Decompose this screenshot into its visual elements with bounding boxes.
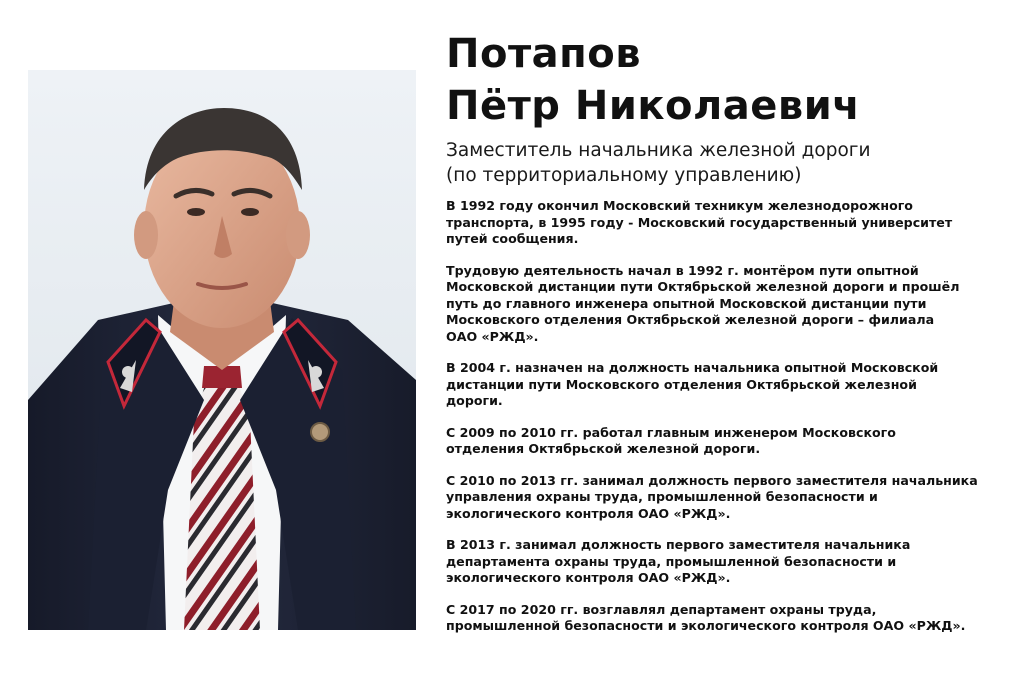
person-surname: Потапов	[446, 31, 642, 77]
bio-line: транспорта, в 1995 году - Московский государственный университет	[446, 214, 953, 230]
bio-line: С 2017 по 2020 гг. возглавлял департамент охраны труда,	[446, 601, 877, 617]
bio-paragraph-2004	[446, 360, 1006, 410]
bio-line: В 2004 г. назначен на должность начальника опытной Московской	[446, 360, 939, 375]
bio-paragraph-education	[446, 198, 1006, 248]
bio-line: ОАО «РЖД».	[446, 328, 539, 344]
bio-paragraph-2017	[446, 602, 1006, 635]
position-line: Заместитель начальника железной дороги	[446, 140, 871, 161]
portrait-photo	[28, 70, 416, 630]
position-line: (по территориальному управлению)	[446, 165, 802, 186]
person-given-names: Пётр Николаевич	[446, 83, 861, 129]
bio-line: дороги.	[446, 393, 503, 408]
bio-line: путей сообщения.	[446, 231, 579, 246]
bio-line: Московского отделения Октябрьской железной дороги – филиала	[446, 312, 935, 327]
bio-paragraph-2009	[446, 425, 1006, 458]
bio-line: Трудовую деятельность начал в 1992 г. монтёром пути опытной	[446, 262, 919, 278]
bio-line: путь до главного инженера опытной Московской дистанции пути	[446, 295, 927, 311]
bio-paragraph-2010	[446, 473, 1006, 523]
bio-paragraph-2013	[446, 537, 1006, 587]
bio-line: С 2010 по 2013 гг. занимал должность первого заместителя начальника	[446, 472, 978, 488]
bio-line: С 2009 по 2010 гг. работал главным инженером Московского	[446, 424, 896, 440]
bio-line: В 2013 г. занимал должность первого заместителя начальника	[446, 537, 911, 552]
bio-line: экологического контроля ОАО «РЖД».	[446, 505, 731, 521]
bio-line: департамента охраны труда, промышленной безопасности и	[446, 553, 897, 569]
person-name	[446, 28, 1006, 132]
bio-line: отделения Октябрьской железной дороги.	[446, 441, 761, 456]
bio-line: экологического контроля ОАО «РЖД».	[446, 570, 731, 585]
bio-line: Московской дистанции пути Октябрьской железной дороги и прошёл	[446, 279, 960, 294]
portrait-illustration	[28, 70, 416, 630]
info-panel	[446, 28, 1006, 650]
bio-line: дистанции пути Московского отделения Октябрьской железной	[446, 376, 917, 392]
bio-line: В 1992 году окончил Московский техникум железнодорожного	[446, 198, 913, 213]
bio-line: промышленной безопасности и экологического контроля ОАО «РЖД».	[446, 618, 966, 633]
person-position	[446, 138, 1006, 188]
bio-line: управления охраны труда, промышленной безопасности и	[446, 489, 878, 504]
biography	[446, 198, 1006, 635]
bio-paragraph-career-start	[446, 263, 1006, 346]
